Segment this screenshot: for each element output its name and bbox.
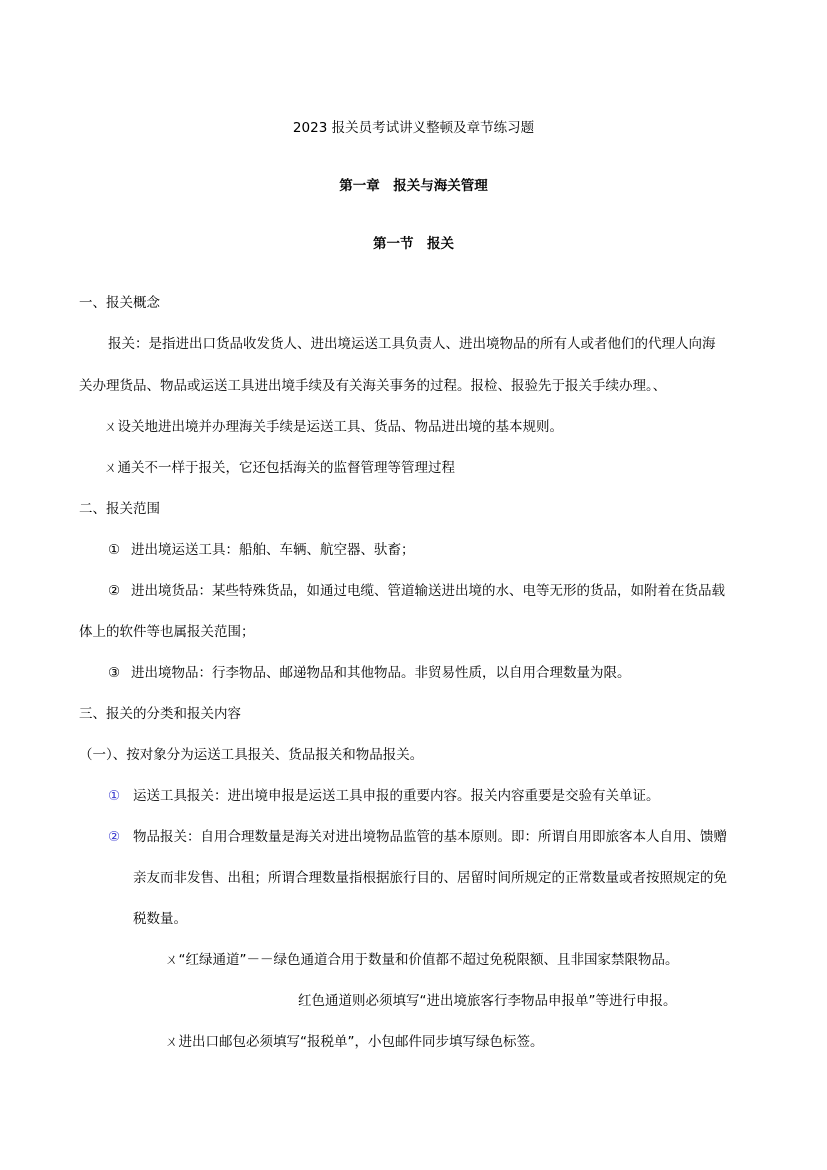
heading-scope: 二、报关范围: [79, 501, 160, 517]
scope-item-3-text: 进出境物品：行李物品、邮递物品和其他物品。非贸易性质，以自用合理数量为限。: [131, 665, 631, 681]
scope-item-2-marker: ②: [108, 583, 121, 599]
classification-item-2-line-2: 亲友而非发售、出租；所谓合理数量指根据旅行目的、居留时间所规定的正常数量或者按照规定的免: [133, 870, 727, 886]
scope-item-2-line-2: 体上的软件等也属报关范围；: [79, 624, 255, 640]
scope-item-2-line-1: 进出境货品：某些特殊货品，如通过电缆、管道输送进出境的水、电等无形的货品，如附着在货品载: [131, 583, 725, 599]
concept-paragraph-line-2: 关办理货品、物品或运送工具进出境手续及有关海关事务的过程。报检、报验先于报关手续办理。、: [79, 378, 667, 394]
concept-note-1: ㄨ设关地进出境并办理海关手续是运送工具、货品、物品进出境的基本规则。: [104, 419, 563, 435]
classification-subheading-1: （一）、按对象分为运送工具报关、货品报关和物品报关。: [79, 747, 424, 763]
scope-item-1-text: 进出境运送工具：船舶、车辆、航空器、驮畜；: [131, 542, 415, 558]
classification-note-parcel: ㄨ进出口邮包必须填写“报税单”，小包邮件同步填写绿色标签。: [165, 1034, 544, 1050]
classification-item-1-marker: ①: [108, 788, 121, 804]
scope-item-3-marker: ③: [108, 665, 121, 681]
classification-item-2-marker: ②: [108, 829, 121, 845]
concept-paragraph-line-1: 报关：是指进出口货品收发货人、进出境运送工具负责人、进出境物品的所有人或者他们的代理人向海: [108, 336, 716, 352]
section-title: 第一节 报关: [373, 236, 454, 252]
chapter-title: 第一章 报关与海关管理: [339, 178, 488, 194]
classification-note-red-channel: 红色通道则必须填写“进出境旅客行李物品申报单”等进行申报。: [298, 993, 677, 1009]
classification-item-2-line-1: 物品报关：自用合理数量是海关对进出境物品监管的基本原则。即：所谓自用即旅客本人自用、馈赠: [133, 829, 727, 845]
classification-item-2-line-3: 税数量。: [133, 911, 187, 927]
concept-note-2: ㄨ通关不一样于报关，它还包括海关的监督管理等管理过程: [104, 460, 455, 476]
heading-concept: 一、报关概念: [79, 295, 160, 311]
document-title: 2023 报关员考试讲义整顿及章节练习题: [292, 120, 535, 136]
heading-classification: 三、报关的分类和报关内容: [79, 706, 241, 722]
scope-item-1-marker: ①: [108, 542, 121, 558]
classification-note-red-green-channel: ㄨ“红绿通道”－－绿色通道合用于数量和价值都不超过免税限额、且非国家禁限物品。: [165, 952, 679, 968]
classification-item-1-text: 运送工具报关：进出境申报是运送工具申报的重要内容。报关内容重要是交验有关单证。: [133, 788, 660, 804]
